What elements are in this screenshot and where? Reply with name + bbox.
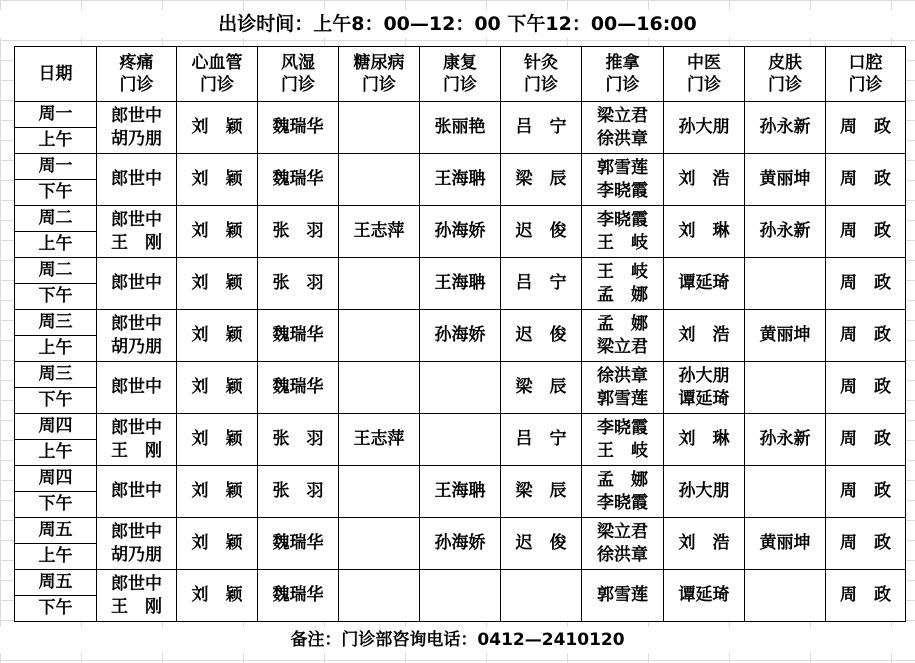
- doctor-cell: [177, 154, 258, 206]
- doctor-name: 郭雪莲: [597, 388, 648, 409]
- header-label: 针灸: [524, 53, 558, 73]
- doctor-name: 徐洪章: [597, 544, 648, 565]
- weekday-label: 周一: [15, 154, 96, 180]
- doctor-name: 胡乃朋: [111, 544, 162, 565]
- header-department: [582, 47, 664, 102]
- doctor-name: 周 政: [840, 169, 891, 189]
- doctor-name: 梁立君: [597, 521, 648, 542]
- table-row: [15, 154, 906, 206]
- doctor-name: 谭延琦: [678, 273, 730, 293]
- doctor-cell: [420, 362, 501, 414]
- doctor-cell: [745, 154, 826, 206]
- doctor-name: 孟 娜: [597, 284, 648, 305]
- header-label: 疼痛: [119, 53, 154, 73]
- doctor-name: 孙海娇: [434, 325, 486, 345]
- doctor-cell: [745, 258, 826, 310]
- doctor-cell: [258, 414, 339, 466]
- doctor-name: 刘 浩: [678, 325, 730, 345]
- date-cell: [15, 102, 97, 154]
- doctor-cell: [582, 154, 664, 206]
- doctor-name: 刘 颖: [191, 585, 243, 605]
- header-label: 风湿: [281, 53, 315, 73]
- header-label: 门诊: [362, 75, 396, 95]
- header-label: 中医: [687, 53, 721, 73]
- doctor-name: 孙海娇: [434, 533, 486, 553]
- period-label: 下午: [38, 182, 73, 202]
- doctor-cell: [664, 154, 745, 206]
- doctor-name: 梁 辰: [515, 481, 567, 501]
- doctor-cell: [420, 310, 501, 362]
- doctor-cell: [97, 310, 177, 362]
- doctor-cell: [420, 102, 501, 154]
- doctor-name: 徐洪章: [597, 128, 648, 149]
- doctor-name: 刘 颖: [191, 273, 243, 293]
- doctor-name: 王 岐: [597, 440, 648, 461]
- doctor-name: 迟 俊: [515, 221, 567, 241]
- doctor-name: 周 政: [840, 585, 891, 605]
- period-label: 上午: [38, 442, 73, 462]
- doctor-cell: [258, 310, 339, 362]
- doctor-name: 周 政: [840, 533, 891, 553]
- header-label: 推拿: [605, 53, 640, 73]
- doctor-name: 魏瑞华: [272, 325, 324, 345]
- header-department: [258, 47, 339, 102]
- doctor-cell: [582, 206, 664, 258]
- doctor-cell: [177, 258, 258, 310]
- doctor-cell: [420, 206, 501, 258]
- weekday-label: 周四: [15, 414, 96, 440]
- doctor-cell: [826, 466, 906, 518]
- doctor-cell: [339, 310, 420, 362]
- doctor-cell: [339, 154, 420, 206]
- doctor-cell: [177, 414, 258, 466]
- doctor-name: 王海聃: [434, 273, 486, 293]
- doctor-name: 梁 辰: [515, 169, 567, 189]
- doctor-name: 王海聃: [434, 169, 486, 189]
- doctor-name: 迟 俊: [515, 533, 567, 553]
- doctor-cell: [501, 570, 582, 622]
- doctor-name: 周 政: [840, 429, 891, 449]
- date-cell: [15, 206, 97, 258]
- doctor-name: 黄丽坤: [759, 325, 811, 345]
- doctor-cell: [826, 258, 906, 310]
- doctor-cell: [258, 258, 339, 310]
- doctor-cell: [97, 102, 177, 154]
- header-label: 门诊: [200, 75, 234, 95]
- doctor-name: 孙永新: [759, 221, 811, 241]
- doctor-cell: [582, 414, 664, 466]
- doctor-name: 孟 娜: [597, 313, 648, 334]
- doctor-name: 张 羽: [272, 429, 324, 449]
- doctor-name: 吕 宁: [515, 117, 567, 137]
- doctor-name: 刘 浩: [678, 533, 730, 553]
- doctor-cell: [501, 518, 582, 570]
- doctor-name: 张丽艳: [434, 117, 486, 137]
- doctor-cell: [664, 102, 745, 154]
- doctor-cell: [420, 570, 501, 622]
- doctor-cell: [258, 518, 339, 570]
- doctor-cell: [745, 206, 826, 258]
- doctor-name: 王 刚: [111, 232, 162, 253]
- weekday-label: 周二: [15, 206, 96, 232]
- doctor-cell: [339, 102, 420, 154]
- doctor-name: 张 羽: [272, 273, 324, 293]
- doctor-cell: [177, 362, 258, 414]
- doctor-name: 刘 颖: [191, 481, 243, 501]
- date-cell: [15, 154, 97, 206]
- doctor-cell: [582, 102, 664, 154]
- doctor-cell: [664, 310, 745, 362]
- header-date: [15, 47, 97, 102]
- doctor-name: 王志萍: [353, 221, 405, 241]
- doctor-name: 郎世中: [111, 481, 162, 501]
- doctor-name: 孙大朋: [678, 365, 730, 386]
- doctor-cell: [258, 570, 339, 622]
- doctor-name: 孙永新: [759, 429, 811, 449]
- doctor-name: 魏瑞华: [272, 377, 324, 397]
- doctor-cell: [420, 154, 501, 206]
- doctor-cell: [177, 310, 258, 362]
- table-body: [15, 102, 906, 622]
- doctor-cell: [501, 206, 582, 258]
- doctor-cell: [501, 258, 582, 310]
- doctor-name: 魏瑞华: [272, 533, 324, 553]
- header-department: [420, 47, 501, 102]
- doctor-cell: [745, 570, 826, 622]
- doctor-name: 郎世中: [111, 313, 162, 334]
- doctor-name: 刘 颖: [191, 533, 243, 553]
- doctor-name: 孙海娇: [434, 221, 486, 241]
- doctor-cell: [258, 362, 339, 414]
- table-row: [15, 310, 906, 362]
- doctor-cell: [177, 466, 258, 518]
- doctor-cell: [582, 362, 664, 414]
- header-label: 皮肤: [768, 53, 802, 73]
- doctor-cell: [339, 362, 420, 414]
- weekday-label: 周二: [15, 258, 96, 284]
- doctor-cell: [339, 258, 420, 310]
- weekday-label: 周五: [15, 518, 96, 544]
- doctor-cell: [582, 258, 664, 310]
- doctor-name: 胡乃朋: [111, 128, 162, 149]
- doctor-cell: [177, 102, 258, 154]
- doctor-name: 徐洪章: [597, 365, 648, 386]
- doctor-name: 周 政: [840, 273, 891, 293]
- header-label: 康复: [443, 53, 477, 73]
- doctor-name: 郎世中: [111, 377, 162, 397]
- header-label: 门诊: [524, 75, 558, 95]
- doctor-name: 郭雪莲: [597, 157, 648, 178]
- weekday-label: 周三: [15, 310, 96, 336]
- period-label: 下午: [38, 286, 73, 306]
- doctor-name: 郎世中: [111, 273, 162, 293]
- schedule-title: 出诊时间：上午8：00—12：00 下午12：00—16:00: [0, 10, 915, 38]
- doctor-name: 郎世中: [111, 521, 162, 542]
- doctor-name: 吕 宁: [515, 429, 567, 449]
- doctor-cell: [339, 466, 420, 518]
- doctor-name: 王 岐: [597, 261, 648, 282]
- doctor-cell: [97, 466, 177, 518]
- doctor-name: 李晓霞: [597, 180, 648, 201]
- doctor-name: 郎世中: [111, 417, 162, 438]
- doctor-name: 周 政: [840, 221, 891, 241]
- doctor-name: 孙永新: [759, 117, 811, 137]
- date-cell: [15, 310, 97, 362]
- doctor-name: 刘 颖: [191, 169, 243, 189]
- header-row: [15, 47, 906, 102]
- period-label: 上午: [38, 234, 73, 254]
- doctor-name: 郎世中: [111, 105, 162, 126]
- doctor-name: 黄丽坤: [759, 169, 811, 189]
- doctor-cell: [339, 414, 420, 466]
- doctor-name: 周 政: [840, 481, 891, 501]
- date-cell: [15, 570, 97, 622]
- doctor-cell: [420, 258, 501, 310]
- doctor-name: 刘 浩: [678, 169, 730, 189]
- doctor-cell: [177, 206, 258, 258]
- doctor-name: 孟 娜: [597, 469, 648, 490]
- doctor-cell: [258, 206, 339, 258]
- doctor-cell: [177, 518, 258, 570]
- doctor-name: 吕 宁: [515, 273, 567, 293]
- doctor-cell: [258, 466, 339, 518]
- doctor-cell: [339, 518, 420, 570]
- doctor-cell: [420, 466, 501, 518]
- doctor-cell: [745, 466, 826, 518]
- doctor-name: 郎世中: [111, 573, 162, 594]
- doctor-name: 王志萍: [353, 429, 405, 449]
- header-department: [339, 47, 420, 102]
- doctor-name: 魏瑞华: [272, 585, 324, 605]
- table-row: [15, 102, 906, 154]
- doctor-name: 周 政: [840, 377, 891, 397]
- doctor-name: 魏瑞华: [272, 117, 324, 137]
- doctor-cell: [664, 466, 745, 518]
- doctor-cell: [97, 518, 177, 570]
- header-label: 门诊: [687, 75, 721, 95]
- doctor-name: 郎世中: [111, 169, 162, 189]
- doctor-cell: [582, 518, 664, 570]
- table-row: [15, 466, 906, 518]
- doctor-name: 刘 琳: [678, 221, 730, 241]
- header-label: 门诊: [443, 75, 477, 95]
- date-cell: [15, 362, 97, 414]
- date-cell: [15, 258, 97, 310]
- doctor-cell: [501, 102, 582, 154]
- header-label: 口腔: [848, 53, 883, 73]
- doctor-cell: [501, 310, 582, 362]
- doctor-cell: [420, 518, 501, 570]
- weekday-label: 周五: [15, 570, 96, 596]
- doctor-cell: [664, 362, 745, 414]
- doctor-cell: [258, 154, 339, 206]
- doctor-name: 胡乃朋: [111, 336, 162, 357]
- doctor-cell: [664, 258, 745, 310]
- doctor-name: 梁立君: [597, 336, 648, 357]
- doctor-name: 王 刚: [111, 596, 162, 617]
- doctor-cell: [745, 414, 826, 466]
- header-label: 门诊: [848, 75, 883, 95]
- doctor-name: 谭延琦: [678, 585, 730, 605]
- doctor-cell: [826, 518, 906, 570]
- doctor-name: 梁 辰: [515, 377, 567, 397]
- doctor-cell: [582, 310, 664, 362]
- header-label: 门诊: [605, 75, 640, 95]
- doctor-name: 孙大朋: [678, 117, 730, 137]
- doctor-name: 谭延琦: [678, 388, 730, 409]
- header-department: [826, 47, 906, 102]
- table-row: [15, 206, 906, 258]
- doctor-name: 孙大朋: [678, 481, 730, 501]
- doctor-cell: [745, 362, 826, 414]
- doctor-name: 周 政: [840, 117, 891, 137]
- table-row: [15, 570, 906, 622]
- period-label: 上午: [38, 338, 73, 358]
- date-cell: [15, 414, 97, 466]
- doctor-name: 郭雪莲: [597, 585, 648, 605]
- date-cell: [15, 518, 97, 570]
- doctor-cell: [826, 154, 906, 206]
- doctor-name: 黄丽坤: [759, 533, 811, 553]
- doctor-name: 迟 俊: [515, 325, 567, 345]
- header-department: [177, 47, 258, 102]
- doctor-cell: [826, 310, 906, 362]
- doctor-cell: [582, 466, 664, 518]
- doctor-cell: [745, 102, 826, 154]
- weekday-label: 周四: [15, 466, 96, 492]
- header-label: 门诊: [119, 75, 154, 95]
- doctor-name: 梁立君: [597, 105, 648, 126]
- header-label: 心血管: [191, 53, 243, 73]
- doctor-name: 李晓霞: [597, 492, 648, 513]
- period-label: 下午: [38, 494, 73, 514]
- table-row: [15, 258, 906, 310]
- doctor-cell: [97, 258, 177, 310]
- doctor-cell: [826, 414, 906, 466]
- doctor-cell: [664, 518, 745, 570]
- header-department: [664, 47, 745, 102]
- doctor-name: 郎世中: [111, 209, 162, 230]
- footer-note: 备注：门诊部咨询电话：0412—2410120: [0, 627, 915, 653]
- header-label: 门诊: [768, 75, 802, 95]
- period-label: 下午: [38, 390, 73, 410]
- period-label: 上午: [38, 546, 73, 566]
- doctor-cell: [664, 570, 745, 622]
- doctor-cell: [664, 414, 745, 466]
- doctor-cell: [582, 570, 664, 622]
- doctor-name: 刘 颖: [191, 429, 243, 449]
- table-row: [15, 518, 906, 570]
- period-label: 上午: [38, 130, 73, 150]
- doctor-name: 张 羽: [272, 221, 324, 241]
- doctor-cell: [745, 310, 826, 362]
- doctor-cell: [826, 570, 906, 622]
- doctor-name: 刘 琳: [678, 429, 730, 449]
- doctor-cell: [420, 414, 501, 466]
- date-cell: [15, 466, 97, 518]
- doctor-name: 王 岐: [597, 232, 648, 253]
- header-label: 门诊: [281, 75, 315, 95]
- header-department: [745, 47, 826, 102]
- doctor-cell: [97, 570, 177, 622]
- doctor-cell: [745, 518, 826, 570]
- doctor-name: 张 羽: [272, 481, 324, 501]
- table-row: [15, 362, 906, 414]
- doctor-cell: [339, 206, 420, 258]
- header-label: 糖尿病: [353, 53, 405, 73]
- doctor-cell: [258, 102, 339, 154]
- doctor-name: 刘 颖: [191, 325, 243, 345]
- doctor-cell: [664, 206, 745, 258]
- doctor-cell: [501, 466, 582, 518]
- doctor-cell: [339, 570, 420, 622]
- doctor-cell: [97, 154, 177, 206]
- period-label: 下午: [38, 598, 73, 618]
- table-row: [15, 414, 906, 466]
- doctor-name: 李晓霞: [597, 209, 648, 230]
- weekday-label: 周三: [15, 362, 96, 388]
- clinic-schedule-table: [14, 46, 906, 622]
- weekday-label: 周一: [15, 102, 96, 128]
- doctor-name: 刘 颖: [191, 117, 243, 137]
- doctor-cell: [826, 206, 906, 258]
- doctor-name: 刘 颖: [191, 377, 243, 397]
- doctor-name: 王 刚: [111, 440, 162, 461]
- doctor-cell: [177, 570, 258, 622]
- doctor-name: 周 政: [840, 325, 891, 345]
- header-label: 日期: [38, 64, 73, 84]
- doctor-name: 魏瑞华: [272, 169, 324, 189]
- doctor-cell: [97, 206, 177, 258]
- doctor-cell: [501, 414, 582, 466]
- doctor-name: 刘 颖: [191, 221, 243, 241]
- doctor-name: 李晓霞: [597, 417, 648, 438]
- doctor-cell: [501, 154, 582, 206]
- header-department: [501, 47, 582, 102]
- doctor-cell: [97, 362, 177, 414]
- doctor-cell: [826, 362, 906, 414]
- header-department: [97, 47, 177, 102]
- doctor-cell: [501, 362, 582, 414]
- doctor-cell: [97, 414, 177, 466]
- doctor-name: 王海聃: [434, 481, 486, 501]
- doctor-cell: [826, 102, 906, 154]
